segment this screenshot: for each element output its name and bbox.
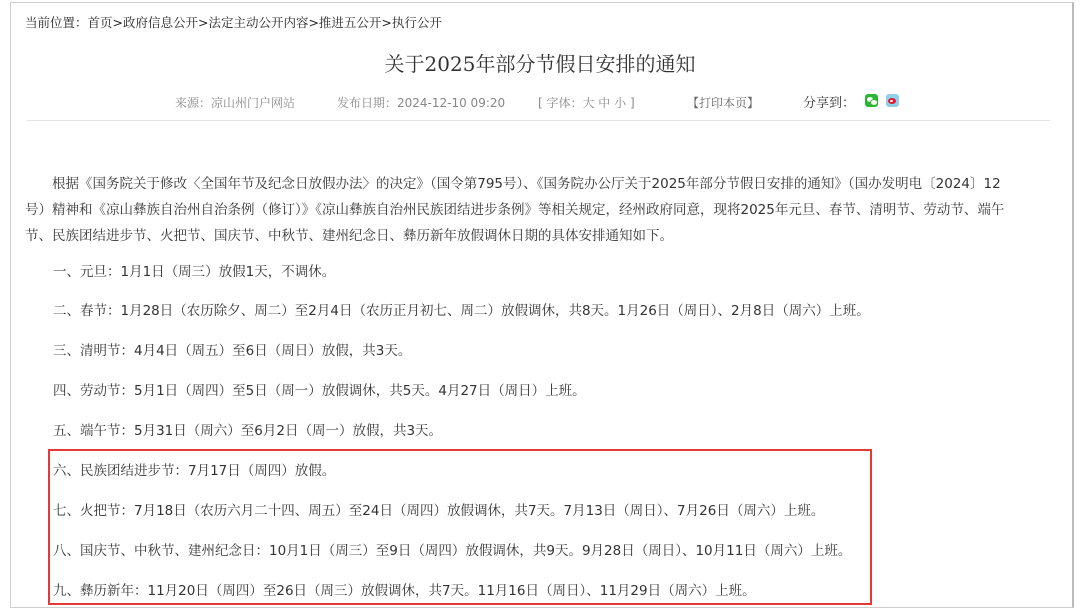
font-size-controls[interactable]: [ 字体：大 中 小 ]	[538, 96, 635, 110]
holiday-item: 四、劳动节：5月1日（周四）至5日（周一）放假调休，共5天。4月27日（周日）上班。	[53, 383, 586, 399]
intro-paragraph	[25, 171, 1004, 249]
intro-line: 号）精神和《凉山彝族自治州自治条例（修订）》《凉山彝族自治州民族团结进步条例》等相关规定，经州政府同意，现将2025年元旦、春节、清明节、劳动节、端午	[25, 202, 1005, 218]
page-title: 关于2025年部分节假日安排的通知	[384, 52, 696, 76]
source-label: 来源：凉山州门户网站	[175, 96, 296, 110]
holiday-item: 七、火把节：7月18日（农历六月二十四、周五）至24日（周四）放假调休，共7天。7月13日（周日）、7月26日（周六）上班。	[53, 503, 825, 519]
holiday-item: 六、民族团结进步节：7月17日（周四）放假。	[53, 463, 336, 479]
publish-date: 发布日期：2024-12-10 09:20	[337, 96, 506, 110]
share-label: 分享到：	[803, 96, 856, 111]
breadcrumb: 当前位置：首页>政府信息公开>法定主动公开内容>推进五公开>执行公开	[25, 15, 442, 30]
holiday-item: 三、清明节：4月4日（周五）至6日（周日）放假，共3天。	[53, 343, 412, 359]
holiday-item: 八、国庆节、中秋节、建州纪念日：10月1日（周三）至9日（周四）放假调休，共9天。9月28日（周日）、10月11日（周六）上班。	[53, 543, 852, 559]
holiday-item: 九、彝历新年：11月20日（周四）至26日（周三）放假调休，共7天。11月16日（周日）、11月29日（周六）上班。	[53, 583, 756, 599]
highlight-box	[48, 449, 872, 605]
intro-line: 根据《国务院关于修改〈全国年节及纪念日放假办法〉的决定》（国令第795号）、《国务院办公厅关于2025年部分节假日安排的通知》（国办发明电〔2024〕12	[25, 176, 1001, 192]
holiday-item: 一、元旦：1月1日（周三）放假1天，不调休。	[53, 264, 336, 280]
weibo-icon[interactable]	[886, 94, 899, 107]
wechat-icon[interactable]	[865, 94, 878, 107]
divider	[27, 120, 1050, 121]
print-button[interactable]: 【打印本页】	[687, 96, 760, 110]
holiday-item: 五、端午节：5月31日（周六）至6月2日（周一）放假，共3天。	[53, 423, 443, 439]
holiday-item: 二、春节：1月28日（农历除夕、周二）至2月4日（农历正月初七、周二）放假调休，共8天。1月26日（周日）、2月8日（周六）上班。	[53, 303, 870, 319]
intro-line: 节、民族团结进步节、火把节、国庆节、中秋节、建州纪念日、彝历新年放假调休日期的具体安排通知如下。	[25, 228, 673, 244]
